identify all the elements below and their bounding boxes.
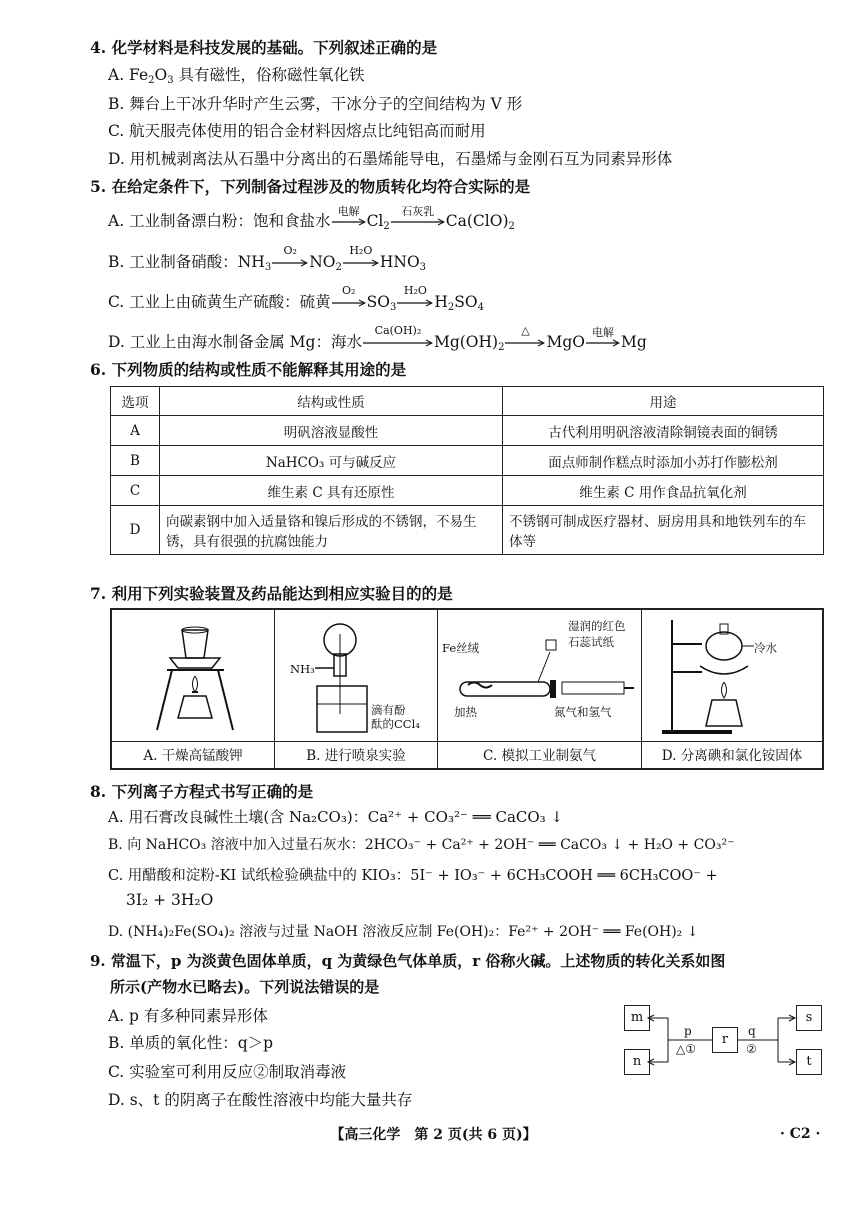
- label-condition-1: △①: [676, 1042, 696, 1056]
- table-cell: C: [111, 476, 160, 506]
- q5-option-d: D. 工业上由海水制备金属 Mg：海水 Ca(OH)₂ $Mg(OH)_2$ △ MgO 电解 Mg: [108, 324, 647, 353]
- q5-option-b: B. 工业制备硝酸：$NH_3$ O₂ $NO_2$ H₂O $HNO_3$: [108, 244, 427, 273]
- q4-option-d: D. 用机械剥离法从石墨中分离出的石墨烯能导电，石墨烯与金刚石互为同素异形体: [108, 150, 673, 168]
- table-cell: 维生素 C 用作食品抗氧化剂: [503, 476, 824, 506]
- gas-label: 氮气和氢气: [554, 705, 612, 719]
- table-row: [111, 506, 824, 555]
- q6-table: [110, 386, 824, 555]
- caption-c: C. 模拟工业制氨气: [438, 741, 641, 770]
- ccl4-label-2: 酞的CCl₄: [371, 717, 420, 731]
- q9-option-a: A. p 有多种同素异形体: [108, 1007, 268, 1025]
- q4-stem: 4. 化学材料是科技发展的基础。下列叙述正确的是: [90, 38, 438, 57]
- q8-option-c-cont: 3I₂ + 3H₂O: [126, 891, 214, 909]
- table-header-row: [111, 387, 824, 416]
- table-header: 用途: [503, 387, 824, 416]
- table-row: [111, 476, 824, 506]
- table-cell: 维生素 C 具有还原性: [160, 476, 503, 506]
- table-cell: A: [111, 416, 160, 446]
- q4-option-a: A. $Fe_2O_3$ 具有磁性，俗称磁性氧化铁: [108, 66, 365, 86]
- q4-option-b: B. 舞台上干冰升华时产生云雾，干冰分子的空间结构为 V 形: [108, 95, 523, 113]
- label-condition-2: ②: [746, 1042, 757, 1056]
- node-r: r: [712, 1027, 738, 1053]
- q9-stem-2: 所示(产物水已略去)。下列说法错误的是: [110, 978, 380, 996]
- table-cell: B: [111, 446, 160, 476]
- q4-option-c: C. 航天服壳体使用的铝合金材料因熔点比纯铝高而耐用: [108, 122, 486, 140]
- table-cell: D: [111, 506, 160, 555]
- caption-b: B. 进行喷泉实验: [275, 741, 437, 770]
- litmus-label-2: 石蕊试纸: [568, 635, 614, 649]
- q8-option-a: A. 用石膏改良碱性土壤(含 Na₂CO₃)：Ca²⁺ + CO₃²⁻ ══ CaCO₃ ↓: [108, 808, 564, 826]
- cold-water-label: 冷水: [754, 641, 777, 655]
- table-row: [111, 416, 824, 446]
- table-cell: 向碳素钢中加入适量铬和镍后形成的不锈钢，不易生锈，具有很强的抗腐蚀能力: [160, 506, 503, 555]
- q7-stem: 7. 利用下列实验装置及药品能达到相应实验目的的是: [90, 584, 453, 603]
- q8-option-d: D. (NH₄)₂Fe(SO₄)₂ 溶液与过量 NaOH 溶液反应制 Fe(OH)₂：Fe²⁺ + 2OH⁻ ══ Fe(OH)₂ ↓: [108, 924, 699, 940]
- node-n: n: [624, 1049, 650, 1075]
- q5-option-a: A. 工业制备漂白粉：饱和食盐水 电解 $Cl_2$ 石灰乳 $Ca(ClO)_2$: [108, 205, 515, 232]
- paper-code: · C2 ·: [780, 1126, 821, 1142]
- label-q: q: [748, 1024, 756, 1038]
- q8-stem: 8. 下列离子方程式书写正确的是: [90, 782, 314, 801]
- table-cell: NaHCO₃ 可与碱反应: [160, 446, 503, 476]
- node-t: t: [796, 1049, 822, 1075]
- nh3-label: NH₃: [290, 662, 315, 676]
- q7-apparatus-panel: [110, 608, 824, 770]
- q9-stem-1: 9. 常温下，p 为淡黄色固体单质，q 为黄绿色气体单质，r 俗称火碱。上述物质的转化关系如图: [90, 952, 726, 970]
- sublimation-setup-image: [642, 610, 822, 740]
- apparatus-b: [275, 610, 438, 770]
- fe-wool-label: Fe丝绒: [442, 641, 480, 655]
- table-cell: 古代利用明矾溶液清除铜镜表面的铜锈: [503, 416, 824, 446]
- caption-d: D. 分离碘和氯化铵固体: [642, 741, 822, 770]
- apparatus-a: [112, 610, 275, 770]
- table-cell: 明矾溶液显酸性: [160, 416, 503, 446]
- q6-stem: 6. 下列物质的结构或性质不能解释其用途的是: [90, 360, 407, 379]
- q9-option-d: D. s、t 的阴离子在酸性溶液中均能大量共存: [108, 1091, 413, 1109]
- caption-a: A. 干燥高锰酸钾: [112, 741, 274, 770]
- q5-option-c: C. 工业上由硫黄生产硫酸：硫黄 O₂ $SO_3$ H₂O $H_2SO_4$: [108, 284, 484, 313]
- q9-option-c: C. 实验室可利用反应②制取消毒液: [108, 1063, 347, 1081]
- table-cell: 不锈钢可制成医疗器材、厨房用具和地铁列车的车体等: [503, 506, 824, 555]
- q9-option-b: B. 单质的氧化性：q＞p: [108, 1034, 274, 1052]
- table-header: 结构或性质: [160, 387, 503, 416]
- apparatus-c: [438, 610, 642, 770]
- node-s: s: [796, 1005, 822, 1031]
- q8-option-c: C. 用醋酸和淀粉-KI 试纸检验碘盐中的 KIO₃：5I⁻ + IO₃⁻ + 6CH₃COOH ══ 6CH₃COO⁻ +: [108, 868, 718, 884]
- page-footer: 【高三化学 第 2 页(共 6 页)】: [330, 1127, 537, 1143]
- q9-transformation-diagram: [620, 1004, 830, 1084]
- crucible-on-tripod-image: [112, 610, 272, 740]
- table-header: 选项: [111, 387, 160, 416]
- q5-stem: 5. 在给定条件下，下列制备过程涉及的物质转化均符合实际的是: [90, 177, 531, 196]
- ccl4-label-1: 滴有酚: [371, 703, 406, 717]
- label-p: p: [684, 1024, 692, 1038]
- litmus-label-1: 湿润的红色: [568, 619, 626, 633]
- table-row: [111, 446, 824, 476]
- apparatus-d: [642, 610, 822, 770]
- node-m: m: [624, 1005, 650, 1031]
- heat-label: 加热: [454, 705, 477, 719]
- q8-option-b: B. 向 NaHCO₃ 溶液中加入过量石灰水：2HCO₃⁻ + Ca²⁺ + 2OH⁻ ══ CaCO₃ ↓ + H₂O + CO₃²⁻: [108, 837, 735, 853]
- table-cell: 面点师制作糕点时添加小苏打作膨松剂: [503, 446, 824, 476]
